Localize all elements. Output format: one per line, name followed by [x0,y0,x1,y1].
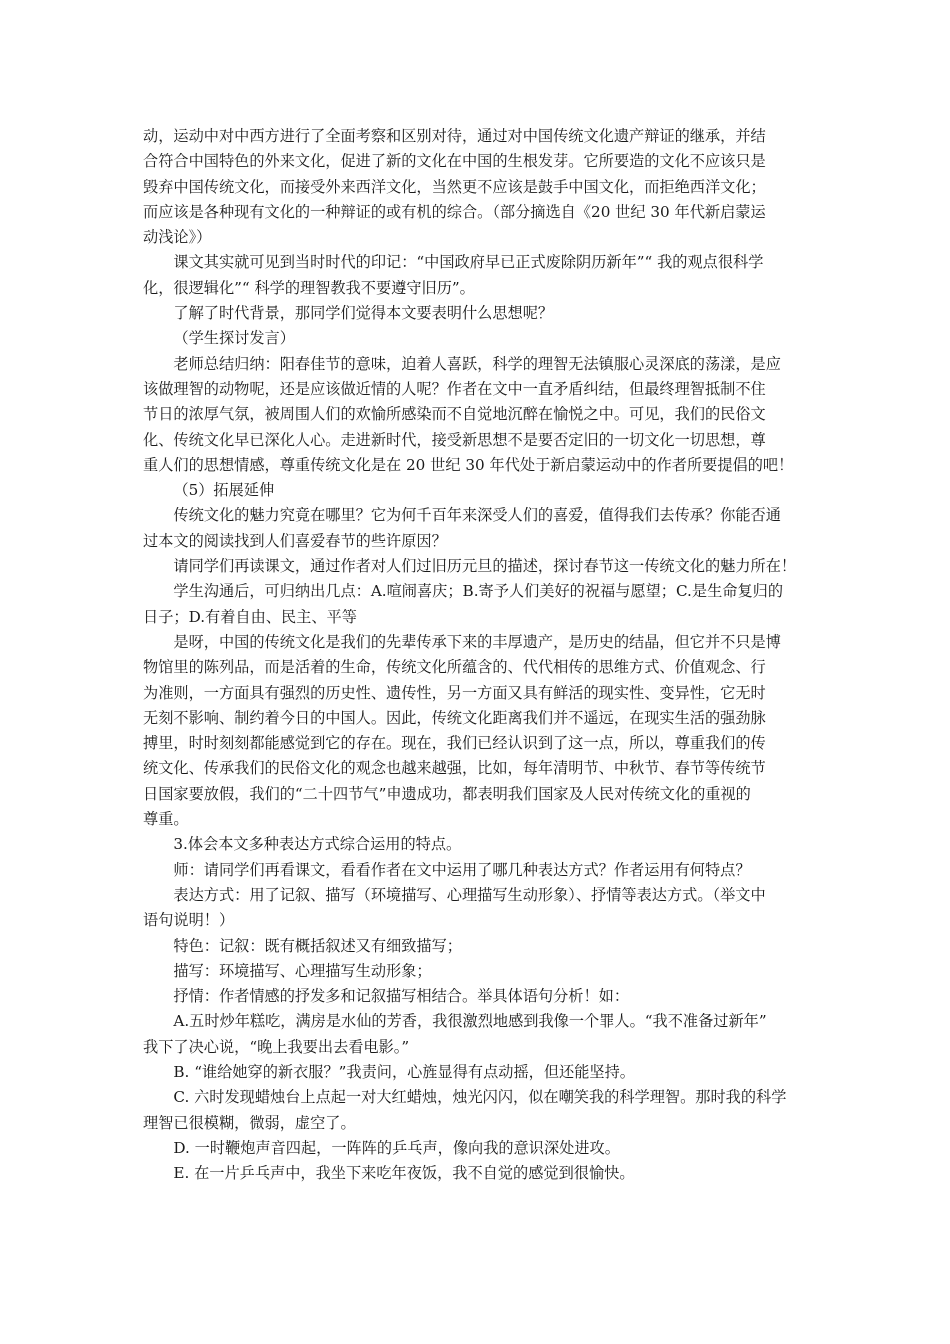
text-line: 重人们的思想情感，尊重传统文化是在 20 世纪 30 年代处于新启蒙运动中的作者所要提倡的吧！ [143,455,794,474]
text-line: 传统文化的魅力究竟在哪里？它为何千百年来深受人们的喜爱，值得我们去传承？你能否通 [173,506,781,525]
text-line: B. “谁给她穿的新衣服？”我责问，心旌显得有点动摇，但还能坚持。 [173,1062,635,1081]
paragraph [143,832,813,857]
text-line: 无刻不影响、制约着今日的中国人。因此，传统文化距离我们并不遥远，在现实生活的强劲脉 [143,708,766,727]
paragraph [143,352,813,478]
text-line: C. 六时发现蜡烛台上点起一对大红蜡烛，烛光闪闪，似在嘲笑我的科学理智。那时我的科学 [173,1088,787,1107]
text-line: D. 一时鞭炮声音四起，一阵阵的乒乓声，像向我的意识深处进攻。 [173,1138,620,1157]
paragraph [143,630,813,832]
text-line: 表达方式：用了记叙、描写（环境描写、心理描写生动形象）、抒情等表达方式。（举文中 [173,885,766,904]
text-line: 语句说明！） [143,911,235,930]
paragraph [143,478,813,503]
text-line: 师：请同学们再看课文，看看作者在文中运用了哪几种表达方式？作者运用有何特点？ [173,860,751,879]
text-line: 理智已很模糊，微弱，虚空了。 [143,1113,356,1132]
paragraph [143,984,813,1009]
text-line: 了解了时代背景，那同学们觉得本文要表明什么思想呢？ [173,304,554,323]
text-line: 3.体会本文多种表达方式综合运用的特点。 [173,835,462,854]
paragraph [143,503,813,554]
text-line: 请同学们再读课文，通过作者对人们过旧历元旦的描述，探讨春节这一传统文化的魅力所在！ [173,557,797,576]
paragraph [143,326,813,351]
document-body [143,124,813,1186]
text-line: （5）拓展延伸 [173,481,275,500]
text-line: 老师总结归纳：阳春佳节的意味，迫着人喜跃，科学的理智无法镇服心灵深底的荡漾，是应 [173,354,781,373]
paragraph [143,883,813,934]
text-line: 物馆里的陈列品，而是活着的生命，传统文化所蕴含的、代代相传的思维方式、价值观念、行 [143,658,766,677]
text-line: 动，运动中对中西方进行了全面考察和区别对待，通过对中国传统文化遗产辩证的继承，并结 [143,127,766,145]
paragraph [143,579,813,630]
text-line: A.五时炒年糕吃，满房是水仙的芳香，我很激烈地感到我像一个罪人。“我不准备过新年” [173,1012,767,1031]
text-line: 过本文的阅读找到人们喜爱春节的些许原因？ [143,531,447,550]
paragraph [143,1060,813,1085]
text-line: 合符合中国特色的外来文化，促进了新的文化在中国的生根发芽。它所要造的文化不应该只是 [143,152,766,171]
text-line: （学生探讨发言） [173,329,295,348]
text-line: 化，很逻辑化”“ 科学的理智教我不要遵守旧历”。 [143,278,475,297]
text-line: 为准则，一方面具有强烈的历史性、遗传性，另一方面又具有鲜活的现实性、变异性，它无时 [143,683,766,702]
paragraph [143,934,813,959]
text-line: 统文化、传承我们的民俗文化的观念也越来越强，比如，每年清明节、中秋节、春节等传统节 [143,759,766,778]
text-line: 节日的浓厚气氛，被周围人们的欢愉所感染而不自觉地沉醉在愉悦之中。可见，我们的民俗文 [143,405,766,424]
text-line: 抒情：作者情感的抒发多和记叙描写相结合。举具体语句分析！如： [173,987,629,1006]
text-line: 搏里，时时刻刻都能感觉到它的存在。现在，我们已经认识到了这一点，所以，尊重我们的传 [143,734,766,753]
text-line: 日子；D.有着自由、民主、平等 [143,607,357,626]
paragraph [143,250,813,301]
text-line: 尊重。 [143,810,189,829]
text-line: 学生沟通后，可归纳出几点：A.喧闹喜庆；B.寄予人们美好的祝福与愿望；C.是生命复归的 [173,582,784,601]
text-line: 毁弃中国传统文化，而接受外来西洋文化，当然更不应该是鼓手中国文化，而拒绝西洋文化； [143,177,766,196]
text-line: 我下了决心说，“晚上我要出去看电影。” [143,1037,410,1056]
text-line: 该做理智的动物呢，还是应该做近情的人呢？作者在文中一直矛盾纠结，但最终理智抵制不住 [143,379,766,398]
paragraph [143,858,813,883]
paragraph [143,1009,813,1060]
text-line: 课文其实就可见到当时时代的印记：“中国政府早已正式废除阴历新年”“ 我的观点很科学 [173,253,764,272]
paragraph [143,1161,813,1186]
text-line: 特色：记叙：既有概括叙述又有细致描写； [173,936,462,955]
paragraph [143,1136,813,1161]
text-line: 是呀，中国的传统文化是我们的先辈传承下来的丰厚遗产，是历史的结晶，但它并不只是博 [173,632,781,651]
text-line: 化、传统文化早已深化人心。走进新时代，接受新思想不是要否定旧的一切文化一切思想，尊 [143,430,766,449]
text-line: 动浅论》） [143,228,212,247]
paragraph [143,124,813,250]
paragraph [143,959,813,984]
paragraph [143,1085,813,1136]
paragraph [143,301,813,326]
text-line: E. 在一片乒乓声中，我坐下来吃年夜饭，我不自觉的感觉到很愉快。 [173,1164,635,1183]
paragraph [143,554,813,579]
text-line: 描写：环境描写、心理描写生动形象； [173,961,432,980]
text-line: 日国家要放假，我们的“二十四节气”申遗成功，都表明我们国家及人民对传统文化的重视的 [143,784,751,803]
text-line: 而应该是各种现有文化的一种辩证的或有机的综合。（部分摘选自《20 世纪 30 年代新启蒙运 [143,202,766,221]
